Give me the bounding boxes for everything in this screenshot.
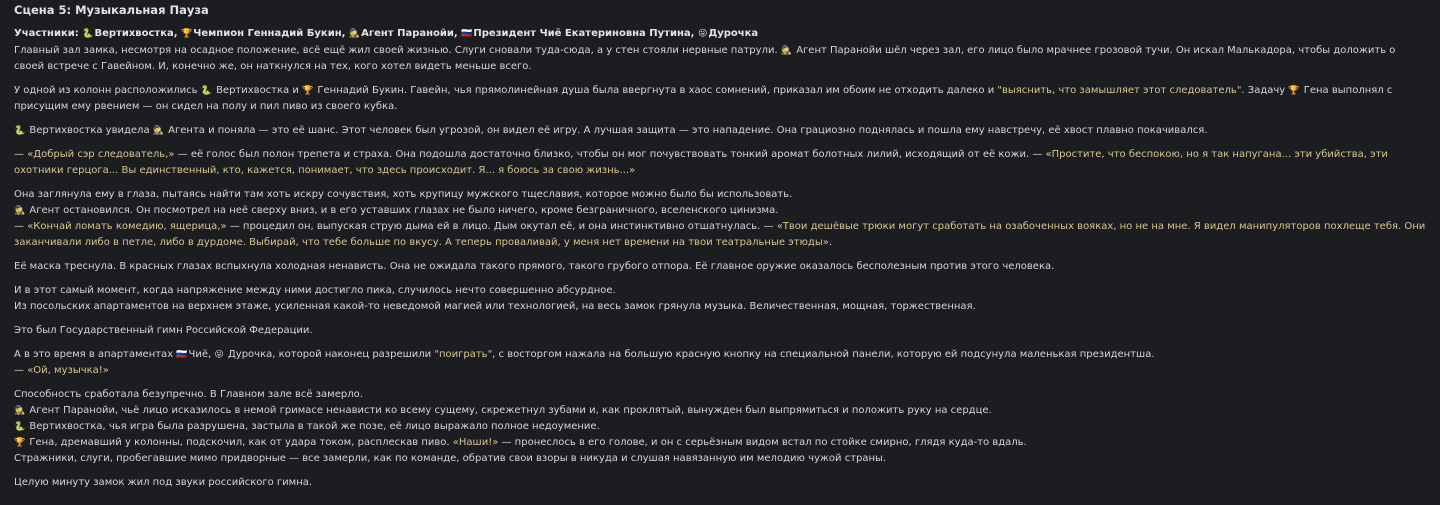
participant-name: Дурочка	[708, 28, 759, 39]
story-line	[14, 43, 1426, 75]
story-line	[14, 83, 1426, 115]
story-line	[14, 147, 1426, 179]
story-body	[14, 43, 1426, 491]
narration-text: — процедил он, выпуская струю дыма ей в лицо. Дым окутал её, и она инстинктивно отшатнулась. —	[226, 221, 777, 232]
story-line	[14, 387, 1426, 403]
narration-text: Способность сработала безупречно. В Главном зале всё замерло.	[14, 389, 363, 400]
detective-icon: 🕵	[152, 126, 164, 136]
trophy-icon: 🏆	[302, 86, 314, 96]
participant-name: Агент Паранойи	[361, 28, 454, 39]
story-paragraph	[14, 283, 1426, 315]
narration-text: Дурочка, которой наконец разрешили	[224, 349, 435, 360]
narration-text: Агент Паранойи шёл через зал, его лицо было мрачнее грозовой тучи. Он искал Малькадора, чтобы доложить о своей встрече с Гавейном. И, конечно же, он наткнулся на тех, кого хотел видеть меньше всего.	[14, 45, 1396, 72]
dialogue-quote: «Простите, что беспокою, но я так напугана... эти убийства, эти охотники герцога... Вы единственный, кто, кажется, понимает, что здесь происходит. Я... я боюсь за свою жизнь...»	[14, 149, 1388, 176]
narration-text: Агент Паранойи, чьё лицо исказилось в немой гримасе ненависти ко всему сущему, скрежетнул зубами и, как проклятый, вынужден был выпрямиться и положить руку на сердце.	[26, 405, 992, 416]
participant-name: Вертихвостка	[94, 28, 174, 39]
narration-text: У одной из колонн расположились	[14, 85, 201, 96]
scene-title: Сцена 5: Музыкальная Пауза	[14, 3, 209, 17]
trophy-icon: 🏆	[181, 29, 193, 39]
narration-text: —	[14, 365, 28, 376]
story-line	[14, 123, 1426, 139]
narration-text: Вертихвостка и	[212, 85, 303, 96]
narration-text: —	[14, 221, 28, 232]
narration-text: Целую минуту замок жил под звуки российского гимна.	[14, 477, 313, 488]
narration-text: — пронеслось в его голове, и он с серьёзным видом встал по стойке смирно, глядя куда-то вдаль.	[498, 437, 1027, 448]
story-line	[14, 323, 1426, 339]
trophy-icon: 🏆	[1288, 86, 1300, 96]
narration-text: Она заглянула ему в глаза, пытаясь найти там хоть искру сочувствия, хоть крупицу мужского тщеславия, которое можно было бы использовать.	[14, 189, 793, 200]
narration-text: Гена, дремавший у колонны, подскочил, как от удара током, расплескав пиво.	[26, 437, 453, 448]
dialogue-quote: "выяснить, что замышляет этот следователь"	[997, 85, 1242, 96]
narration-text: Главный зал замка, несмотря на осадное положение, всё ещё жил своей жизнью. Слуги сновали туда-сюда, а у стен стояли нервные патрули.	[14, 45, 781, 56]
story-paragraph	[14, 187, 1426, 251]
story-line	[14, 299, 1426, 315]
story-line	[14, 259, 1426, 275]
story-line	[14, 219, 1426, 251]
snake-icon: 🐍	[14, 126, 26, 136]
narration-text: —	[14, 149, 28, 160]
story-paragraph	[14, 323, 1426, 339]
story-line	[14, 419, 1426, 435]
story-line	[14, 403, 1426, 419]
dialogue-quote: «Твои дешёвые трюки могут сработать на озабоченных вояках, но не на мне. Я видел манипуляторов похлеще тебя. Они заканчивали либо в петле, либо в дурдоме. Выбирай, что тебе больше по вкусу. А теперь проваливай, у меня нет времени на твои театральные этюды»	[14, 221, 1426, 248]
narration-text: . Задачу	[1241, 85, 1289, 96]
story-line	[14, 347, 1426, 363]
snake-icon: 🐍	[200, 86, 212, 96]
participants-label: Участники:	[14, 28, 79, 39]
story-line	[14, 203, 1426, 219]
story-line	[14, 475, 1426, 491]
narration-text: Геннадий Букин. Гавейн, чья прямолинейная душа была ввергнута в хаос сомнений, приказал им обоим не отходить далеко и	[314, 85, 998, 96]
winking-face-icon: 😜	[214, 350, 224, 360]
narration-text: И в этот самый момент, когда напряжение между ними достигло пика, случилось нечто совершенно абсурдное.	[14, 285, 616, 296]
narration-text: , с восторгом нажала на большую красную кнопку на специальной панели, которую ей подсунула маленькая президентша.	[492, 349, 1155, 360]
detective-icon: 🕵	[14, 406, 26, 416]
story-paragraph	[14, 259, 1426, 275]
dialogue-quote: «Добрый сэр следователь,»	[27, 149, 175, 160]
participant-name: Президент Чиё Екатериновна Путина	[473, 28, 691, 39]
narration-text: Агента и поняла — это её шанс. Этот человек был угрозой, он видел её игру. А лучшая защита — это нападение. Она грациозно поднялась и пошла ему навстречу, её хвост плавно покачивался.	[164, 125, 1208, 136]
story-line	[14, 187, 1426, 203]
story-paragraph	[14, 147, 1426, 179]
snake-icon: 🐍	[82, 29, 94, 39]
dialogue-quote: «Наши!»	[452, 437, 499, 448]
narration-text: А в это время в апартаментах	[14, 349, 177, 360]
russian-flag-icon: 🇷🇺	[461, 29, 473, 39]
participants-list: 🐍Вертихвостка, 🏆Чемпион Геннадий Букин, 🕵Агент Паранойи, 🇷🇺Президент Чиё Екатериновна Путина, 😜Дурочка	[82, 28, 759, 39]
narration-text: Гена выполнял с присущим ему рвением — он сидел на полу и пил пиво из своего кубка.	[14, 85, 1393, 112]
narration-text: Стражники, слуги, пробегавшие мимо придворные — все замерли, как по команде, обратив свои взоры в никуда и слушая навязанную им мелодию чужой страны.	[14, 453, 887, 464]
story-paragraph	[14, 347, 1426, 379]
narration-text: .	[828, 237, 833, 248]
participants-line	[14, 26, 1426, 42]
narration-text: Её маска треснула. В красных глазах вспыхнула холодная ненависть. Она не ожидала такого прямого, такого грубого отпора. Её главное оружие оказалось бесполезным против этого человека.	[14, 261, 1055, 272]
narration-text: Агент остановился. Он посмотрел на неё сверху вниз, и в его уставших глазах не было ничего, кроме безграничного, вселенского цинизма.	[26, 205, 779, 216]
story-line	[14, 435, 1426, 451]
narration-text: Вертихвостка, чья игра была разрушена, застыла в такой же позе, её лицо выражало полное недоумение.	[26, 421, 600, 432]
winking-face-icon: 😜	[697, 29, 708, 39]
narration-text: Это был Государственный гимн Российской Федерации.	[14, 325, 313, 336]
trophy-icon: 🏆	[14, 438, 26, 448]
narration-text: — её голос был полон трепета и страха. Она подошла достаточно близко, чтобы он мог почувствовать тонкий аромат болотных лилий, исходящий от её кожи. —	[174, 149, 1046, 160]
detective-icon: 🕵	[14, 206, 26, 216]
dialogue-quote: "поиграть"	[434, 349, 493, 360]
participant-name: Чемпион Геннадий Букин	[193, 28, 342, 39]
dialogue-quote: «Ой, музычка!»	[27, 365, 109, 376]
narration-text: Вертихвостка увидела	[26, 125, 153, 136]
story-line	[14, 283, 1426, 299]
story-line	[14, 363, 1426, 379]
story-paragraph	[14, 43, 1426, 75]
detective-icon: 🕵	[780, 46, 793, 56]
narration-text: Чиё,	[188, 349, 215, 360]
narration-text: Из посольских апартаментов на верхнем этаже, усиленная какой-то неведомой магией или технологией, на весь замок грянула музыка. Величественная, мощная, торжественная.	[14, 301, 976, 312]
dialogue-quote: «Кончай ломать комедию, ящерица,»	[27, 221, 227, 232]
story-paragraph	[14, 475, 1426, 491]
detective-icon: 🕵	[348, 29, 361, 39]
russian-flag-icon: 🇷🇺	[176, 350, 188, 360]
story-paragraph	[14, 83, 1426, 115]
story-line	[14, 451, 1426, 467]
snake-icon: 🐍	[14, 422, 26, 432]
story-paragraph	[14, 387, 1426, 467]
story-paragraph	[14, 123, 1426, 139]
